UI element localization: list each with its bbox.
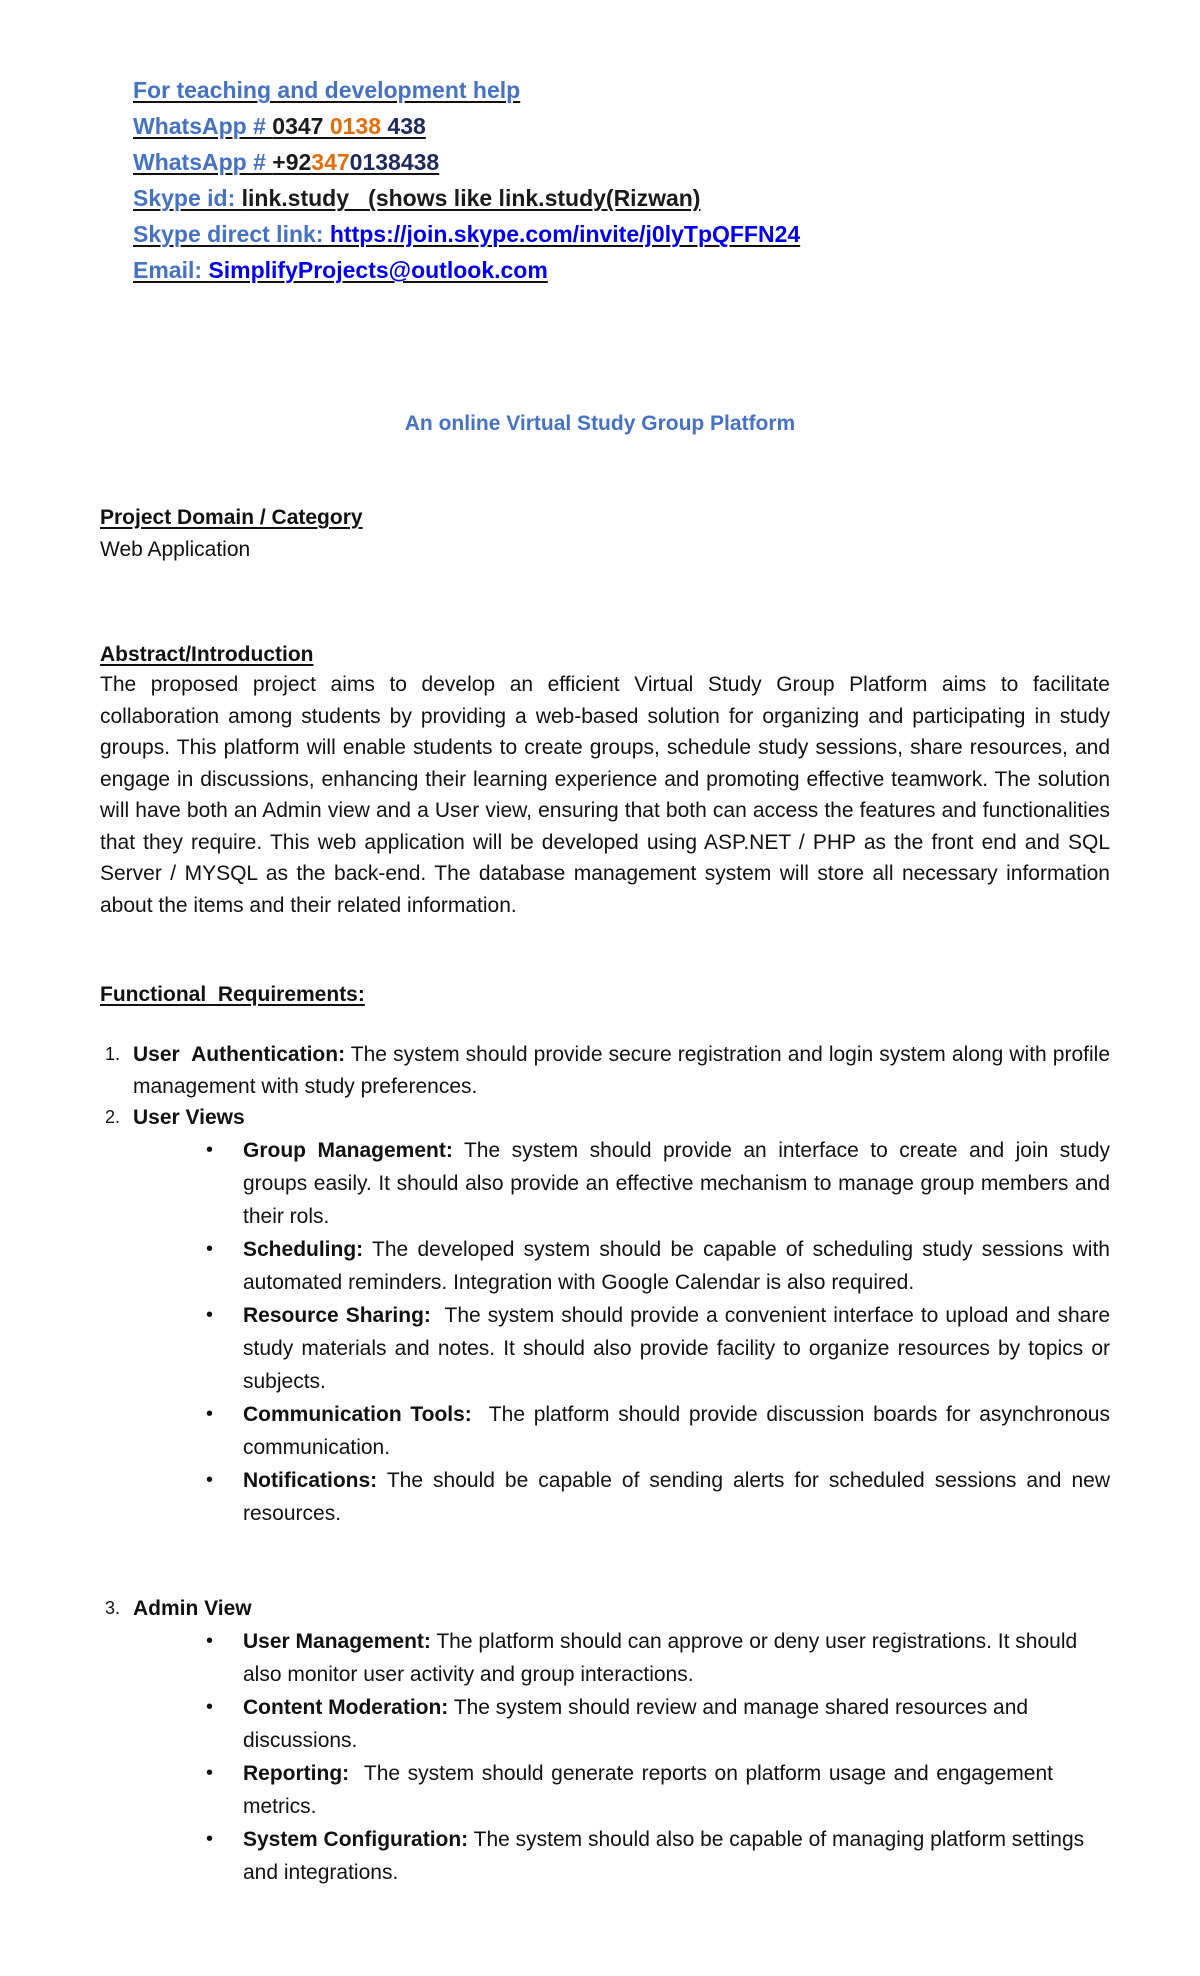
- whatsapp-number-part: 0347: [272, 113, 330, 139]
- requirement-item: [105, 1102, 1110, 1134]
- bullet-title: Reporting:: [243, 1762, 350, 1785]
- email-label: Email:: [133, 257, 209, 283]
- domain-section: [100, 506, 1110, 566]
- whatsapp-number-part: +92: [272, 149, 312, 175]
- contact-header[interactable]: [133, 72, 800, 108]
- requirement-item: [105, 1593, 1110, 1625]
- contact-block: [133, 72, 800, 288]
- list-number: 1.: [105, 1044, 121, 1064]
- whatsapp-number-part: 0138438: [349, 149, 440, 175]
- bullet-text: The platform should can approve or deny user registrations. It should also monitor user activity and group interactions.: [243, 1630, 1078, 1686]
- requirement-title: Admin View: [133, 1597, 252, 1620]
- bullet-item: [206, 1134, 1111, 1233]
- bullet-title: Resource Sharing:: [243, 1304, 431, 1327]
- bullet-text: The system should also be capable of managing platform settings and integrations.: [243, 1828, 1085, 1884]
- list-number: 2.: [105, 1107, 121, 1127]
- bullet-text: The system should review and manage shared resources and discussions.: [243, 1696, 1029, 1752]
- bullet-title: Communication Tools:: [243, 1403, 472, 1426]
- bullet-item: [206, 1299, 1116, 1398]
- skype-link-label: Skype direct link:: [133, 221, 330, 247]
- abstract-text: The proposed project aims to develop an efficient Virtual Study Group Platform aims to facilitate collaboration among students by providing a web-based solution for organizing and participating in study groups. This platform will enable students to create groups, schedule study sessions, share resources, and engage in discussions, enhancing their learning experience and promoting effective teamwork. The solution will have both an Admin view and a User view, ensuring that both can access the features and functionalities that they require. This web application will be developed using ASP.NET / PHP as the front end and SQL Server / MYSQL as the back-end. The database management system will store all necessary information about the items and their related information.: [100, 673, 1110, 917]
- bullet-text: The developed system should be capable of scheduling study sessions with automated reminders. Integration with Google Calendar is also required.: [243, 1238, 1110, 1294]
- requirement-item: [105, 1039, 1110, 1102]
- skype-id-value: link.study (shows like link.study(Rizwan): [241, 185, 701, 211]
- bullet-icon: •: [206, 1762, 214, 1784]
- bullet-title: Scheduling:: [243, 1238, 364, 1261]
- whatsapp-label: WhatsApp #: [133, 149, 273, 175]
- bullet-item: [206, 1625, 1110, 1691]
- whatsapp-number-part: 0138: [329, 113, 382, 139]
- abstract-heading: Abstract/Introduction: [100, 643, 314, 666]
- skype-id-line[interactable]: [133, 180, 800, 216]
- bullet-icon: •: [206, 1469, 214, 1491]
- bullet-title: User Management:: [243, 1630, 431, 1653]
- abstract-section: [100, 641, 1110, 921]
- bullet-title: Content Moderation:: [243, 1696, 449, 1719]
- bullet-icon: •: [206, 1630, 214, 1652]
- bullet-text: The platform should provide discussion boards for asynchronous communication.: [243, 1403, 1116, 1459]
- whatsapp-number-part: 438: [381, 113, 426, 139]
- bullet-text: The system should provide a convenient interface to upload and share study materials and notes. It should also provide facility to organize resources by topics or subjects.: [243, 1304, 1116, 1393]
- domain-value: Web Application: [100, 538, 251, 561]
- skype-link[interactable]: https://join.skype.com/invite/j0lyTpQFFN24: [329, 221, 801, 247]
- bullet-item: [206, 1398, 1116, 1464]
- bullet-item: [206, 1757, 1059, 1823]
- email-line[interactable]: [133, 252, 800, 288]
- bullet-text: The system should provide an interface to create and join study groups easily. It should also provide an effective mechanism to manage group members and their rols.: [243, 1139, 1111, 1228]
- bullet-icon: •: [206, 1238, 214, 1260]
- requirements-heading: Functional Requirements:: [100, 983, 365, 1006]
- whatsapp-line-1[interactable]: [133, 108, 800, 144]
- bullet-title: System Configuration:: [243, 1828, 469, 1851]
- domain-heading: Project Domain / Category: [100, 506, 363, 529]
- bullet-icon: •: [206, 1304, 214, 1326]
- requirement-text: The system should provide secure registration and login system along with profile management with study preferences.: [133, 1043, 1110, 1098]
- requirement-title: User Views: [133, 1106, 245, 1129]
- whatsapp-line-2[interactable]: [133, 144, 800, 180]
- requirements-heading-wrap: [100, 983, 1110, 1007]
- bullet-item: [206, 1464, 1110, 1530]
- bullet-title: Notifications:: [243, 1469, 378, 1492]
- document-title: An online Virtual Study Group Platform: [404, 412, 796, 435]
- bullet-item: [206, 1823, 1110, 1889]
- bullet-icon: •: [206, 1139, 214, 1161]
- list-number: 3.: [105, 1598, 121, 1618]
- skype-id-label: Skype id:: [133, 185, 242, 211]
- bullet-text: The should be capable of sending alerts for scheduled sessions and new resources.: [243, 1469, 1110, 1525]
- bullet-icon: •: [206, 1828, 214, 1850]
- bullet-item: [206, 1691, 1110, 1757]
- email-link[interactable]: SimplifyProjects@outlook.com: [208, 257, 548, 283]
- bullet-item: [206, 1233, 1110, 1299]
- bullet-title: Group Management:: [243, 1139, 453, 1162]
- bullet-text: The system should generate reports on platform usage and engagement metrics.: [243, 1762, 1059, 1818]
- whatsapp-number-part: 347: [311, 149, 350, 175]
- requirement-title: User Authentication:: [133, 1043, 346, 1066]
- skype-link-line[interactable]: [133, 216, 800, 252]
- contact-header-label: For teaching and development help: [133, 77, 521, 103]
- whatsapp-label: WhatsApp #: [133, 113, 273, 139]
- bullet-icon: •: [206, 1403, 214, 1425]
- bullet-icon: •: [206, 1696, 214, 1718]
